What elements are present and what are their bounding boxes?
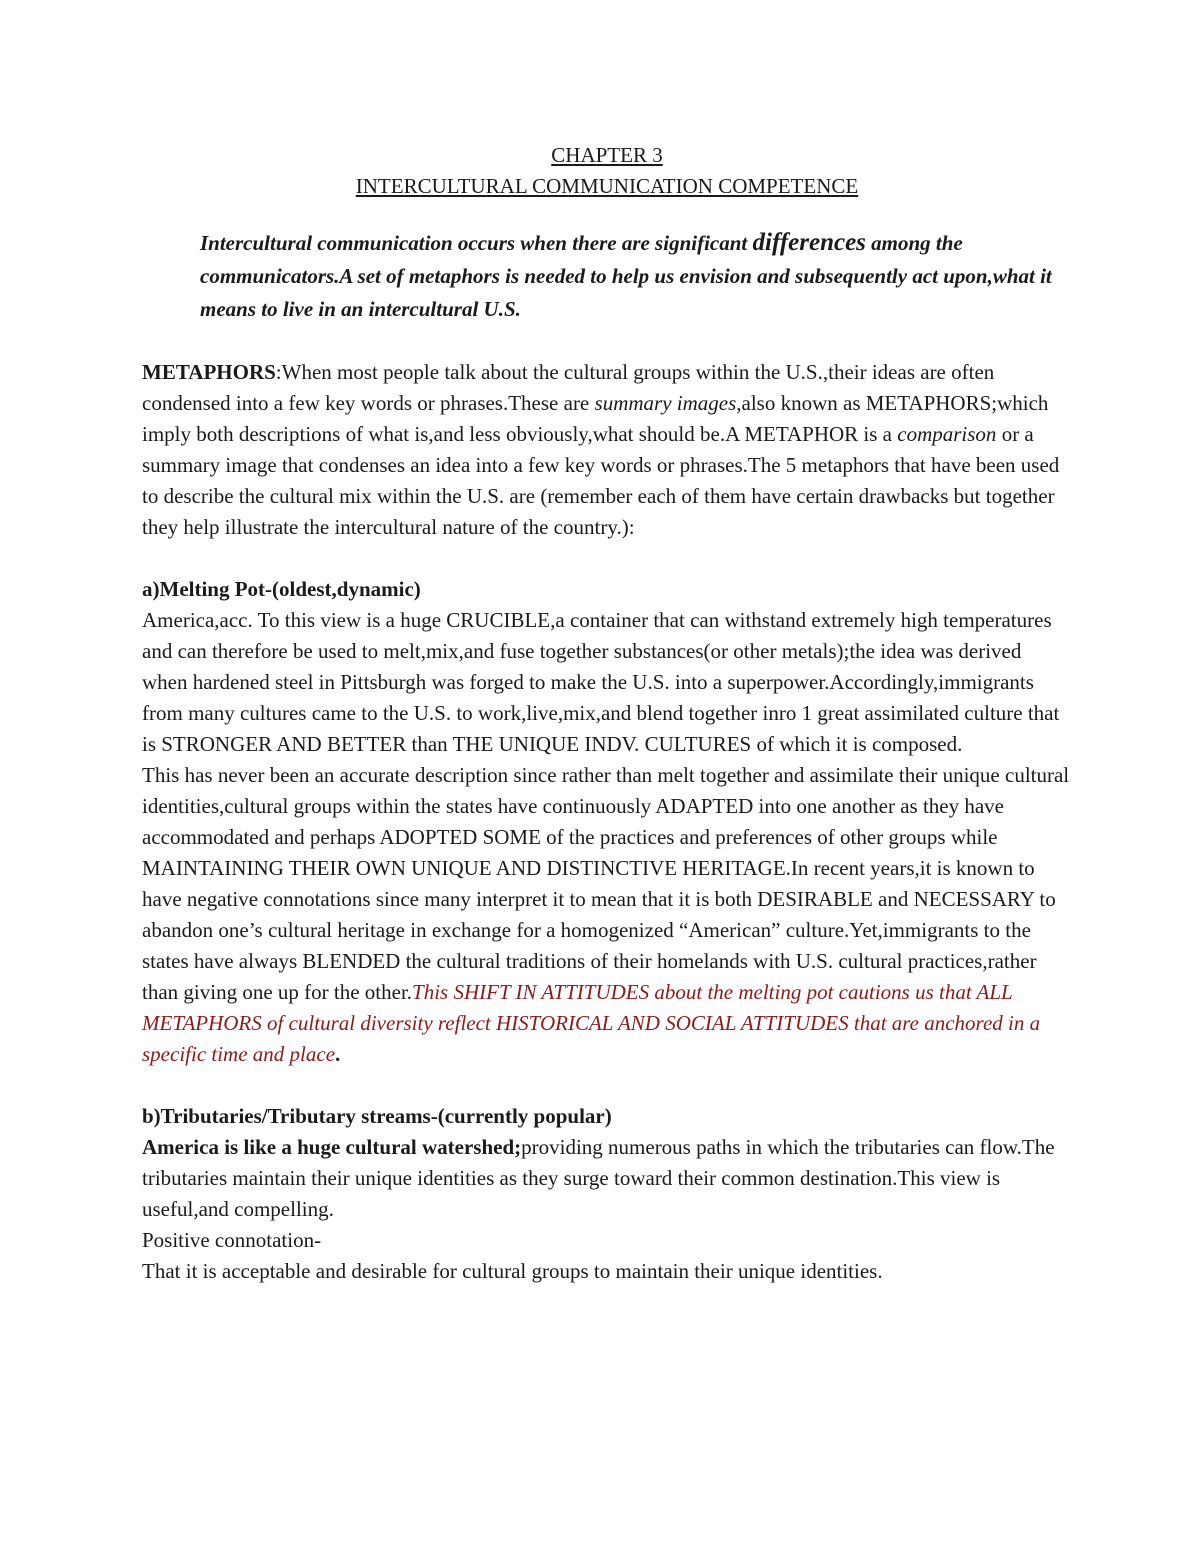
metaphors-text-1: :When most people talk about the cultural groups within the U.S.,their ideas are often condensed into a few key words or phrases.These are [142,360,995,415]
intro-paragraph [200,226,1100,326]
metaphors-italic-1: summary images [594,391,737,415]
metaphors-label: METAPHORS [142,360,276,384]
document-content [142,140,1072,1287]
melting-pot-italic-note: This SHIFT IN ATTITUDES about the melting pot cautions us that ALL METAPHORS of cultural diversity reflect HISTORICAL AND SOCIAL ATTITUDES that are anchored in a specific time and place [142,980,1041,1066]
tributaries-lead-bold: America is like a huge cultural watershed; [142,1135,522,1159]
metaphors-paragraph [142,357,1072,543]
melting-pot-end-period: . [335,1042,341,1066]
tributaries-heading: b)Tributaries/Tributary streams-(currently popular) [142,1104,612,1128]
chapter-title: INTERCULTURAL COMMUNICATION COMPETENCE [355,174,859,198]
positive-connotation-label: Positive connotation- [142,1228,322,1252]
intro-text-2: among the communicators.A set of metaphors is needed to help us envision and subsequently act upon,what it means to live in an intercultural U.S. [200,231,1052,321]
chapter-number: CHAPTER 3 [551,143,663,167]
melting-pot-paragraph-2 [142,760,1072,1070]
intro-text-1: Intercultural communication occurs when there are significant [200,231,753,255]
tributaries-paragraph [142,1132,1072,1225]
metaphors-text-2: ,also known as METAPHORS;which imply both descriptions of what is,and less obviously,what should be.A METAPHOR is a [142,391,1049,446]
melting-pot-paragraph-1: America,acc. To this view is a huge CRUCIBLE,a container that can withstand extremely high temperatures and can therefore be used to melt,mix,and fuse together substances(or other metals);the idea was derived when hardened steel in Pittsburgh was forged to make the U.S. into a superpower.Accordingly,immigrants from many cultures came to the U.S. to work,live,mix,and blend together inro 1 great assimilated culture that is STRONGER AND BETTER than THE UNIQUE INDV. CULTURES of which it is composed. [142,608,1060,756]
metaphors-text-3: or a summary image that condenses an idea into a few key words or phrases.The 5 metaphors that have been used to describe the cultural mix within the U.S. are (remember each of them have certain drawbacks but together they help illustrate the intercultural nature of the country.): [142,422,1060,539]
metaphors-italic-2: comparison [897,422,997,446]
melting-pot-heading: a)Melting Pot-(oldest,dynamic) [142,577,421,601]
tributaries-lead-text: providing numerous paths in which the tributaries can flow.The tributaries maintain their unique identities as they surge toward their common destination.This view is useful,and compelling. [142,1135,1055,1221]
positive-connotation-text: That it is acceptable and desirable for cultural groups to maintain their unique identities. [142,1259,883,1283]
intro-emphasis: differences [752,229,866,256]
melting-pot-text: This has never been an accurate description since rather than melt together and assimilate their unique cultural identities,cultural groups within the states have continuously ADAPTED into one another as they have accommodated and perhaps ADOPTED SOME of the practices and preferences of other groups while MAINTAINING THEIR OWN UNIQUE AND DISTINCTIVE HERITAGE.In recent years,it is known to have negative connotations since many interpret it to mean that it is both DESIRABLE and NECESSARY to abandon one’s cultural heritage in exchange for a homogenized “American” culture.Yet,immigrants to the states have always BLENDED the cultural traditions of their homelands with U.S. cultural practices,rather than giving one up for the other. [142,763,1070,1004]
